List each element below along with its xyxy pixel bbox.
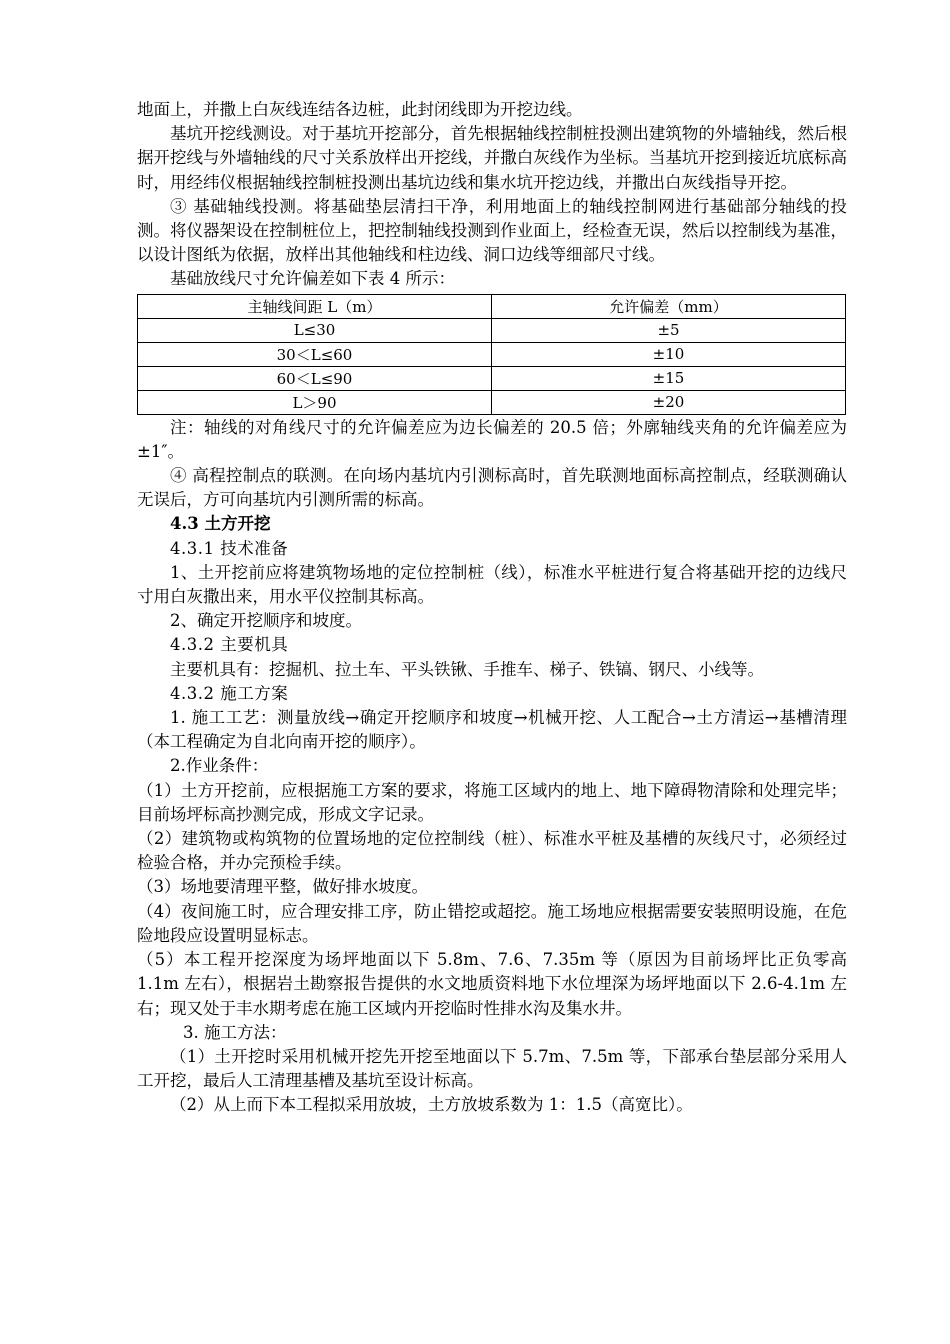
table-cell: 60＜L≤90 [138, 366, 492, 390]
table-cell: ±20 [492, 390, 846, 414]
paragraph-table-intro: 基础放线尺寸允许偏差如下表 4 所示： [170, 269, 455, 289]
table-row [138, 318, 846, 342]
table-cell: L≤30 [138, 318, 492, 342]
paragraph-condition-1: （1）土方开挖前，应根据施工方案的要求，将施工区域内的地上、地下障碍物清除和处理完毕；目前场坪标高抄测完成，形成文字记录。 [137, 780, 847, 824]
subsection-heading: 4.3.2 施工方案 [170, 683, 289, 703]
paragraph-method-2: （2）从上而下本工程拟采用放坡，土方放坡系数为 1：1.5（高宽比）。 [170, 1095, 693, 1115]
paragraph-method-1: （1）土开挖时采用机械开挖先开挖至地面以下 5.7m、7.5m 等，下部承台垫层部分采用人工开挖，最后人工清理基槽及基坑至设计标高。 [137, 1046, 847, 1091]
document-page [137, 98, 847, 1118]
table-header-cell: 允许偏差（mm） [492, 294, 846, 318]
paragraph-boundary-line: 地面上，并撒上白灰线连结各边桩，此封闭线即为开挖边线。 [137, 100, 583, 119]
table-row [138, 366, 846, 390]
paragraph-condition-4: （4）夜间施工时，应合理安排工序，防止错挖或超挖。施工场地应根据需要安装照明设施，在危险地段应设置明显标志。 [137, 901, 847, 945]
paragraph-equipment: 主要机具有：挖掘机、拉土车、平头铁锹、手推车、梯子、铁镐、钢尺、小线等。 [170, 659, 764, 679]
subsection-heading: 4.3.2 主要机具 [170, 635, 289, 655]
paragraph-tech-2: 2、确定开挖顺序和坡度。 [170, 611, 362, 631]
paragraph-method-title: 3. 施工方法： [183, 1022, 287, 1042]
paragraph-elevation-control: ④ 高程控制点的联测。在向场内基坑内引测标高时，首先联测地面标高控制点，经联测确认无误后，方可向基坑内引测所需的标高。 [137, 466, 847, 510]
paragraph-condition-5: （5）本工程开挖深度为场坪地面以下 5.8m、7.6、7.35m 等（原因为目前场坪比正负零高 1.1m 左右），根据岩土勘察报告提供的水文地质资料地下水位埋深为场坪地面以下 2.6-4.1m 左右；现又处于丰水期考虑在施工区域内开挖临时性排水沟及集水井。 [137, 950, 847, 1018]
paragraph-pit-excavation-layout: 基坑开挖线测设。对于基坑开挖部分，首先根据轴线控制桩投测出建筑物的外墙轴线，然后根据开挖线与外墙轴线的尺寸关系放样出开挖线，并撒白灰线作为坐标。当基坑开挖到接近坑底标高时，用经纬仪根据轴线控制桩投测出基坑边线和集水坑开挖边线，并撒出白灰线指导开挖。 [137, 124, 847, 192]
table-cell: 30＜L≤60 [138, 342, 492, 366]
section-heading: 4.3 土方开挖 [170, 514, 271, 534]
table-row [138, 342, 846, 366]
table-header-row [138, 294, 846, 318]
table-cell: ±10 [492, 342, 846, 366]
paragraph-tech-1: 1、土开挖前应将建筑物场地的定位控制桩（线），标准水平桩进行复合将基础开挖的边线尺寸用白灰撒出来，用水平仪控制其标高。 [137, 562, 847, 607]
paragraph-axis-projection: ③ 基础轴线投测。将基础垫层清扫干净，利用地面上的轴线控制网进行基础部分轴线的投测。将仪器架设在控制桩位上，把控制轴线投测到作业面上，经检查无误，然后以控制线为基准，以设计图纸为依据，放样出其他轴线和柱边线、洞口边线等细部尺寸线。 [137, 196, 847, 265]
table-cell: L＞90 [138, 390, 492, 414]
paragraph-condition-2: （2）建筑物或构筑物的位置场地的定位控制线（桩）、标准水平桩及基槽的灰线尺寸，必须经过检验合格，并办完预检手续。 [137, 829, 847, 873]
paragraph-condition-3: （3）场地要清理平整，做好排水坡度。 [137, 877, 428, 897]
paragraph-note: 注：轴线的对角线尺寸的允许偏差应为边长偏差的 20.5 倍；外廓轴线夹角的允许偏差应为±1″。 [137, 417, 847, 461]
table-cell: ±5 [492, 318, 846, 342]
table-cell: ±15 [492, 366, 846, 390]
paragraph-conditions-title: 2.作业条件： [170, 756, 269, 776]
subsection-heading: 4.3.1 技术准备 [170, 538, 289, 558]
tolerance-table [137, 294, 846, 415]
table-header-cell: 主轴线间距 L（m） [138, 294, 492, 318]
table-row [138, 390, 846, 414]
paragraph-process: 1. 施工工艺：测量放线→确定开挖顺序和坡度→机械开挖、人工配合→土方清运→基槽清理（本工程确定为自北向南开挖的顺序）。 [137, 708, 847, 752]
